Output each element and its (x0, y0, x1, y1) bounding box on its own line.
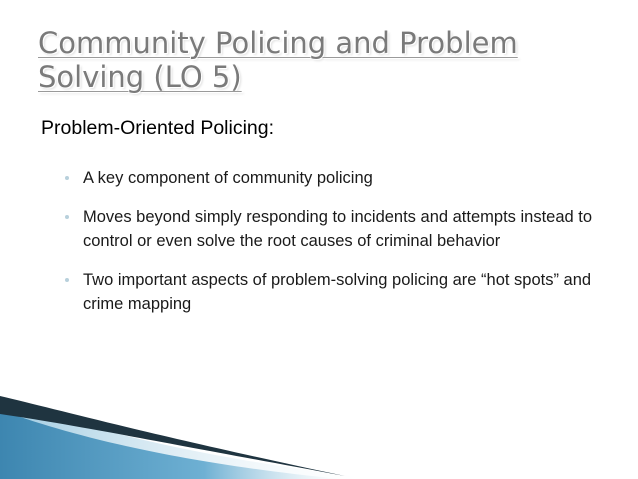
bullet-item (65, 205, 605, 254)
bullet-marker-icon (65, 215, 69, 219)
slide-title (38, 26, 558, 94)
decorative-swoosh (0, 380, 360, 479)
section-heading: Problem-Oriented Policing: (41, 117, 275, 139)
slide-title-line-1: Community Policing and Problem (38, 26, 518, 60)
bullet-text: Moves beyond simply responding to incidents and attempts instead to control or even solve the root causes of criminal behavior (83, 207, 593, 250)
bullet-marker-icon (65, 176, 69, 180)
bullet-text: A key component of community policing (83, 169, 373, 187)
slide-title-line-2: Solving (LO 5) (38, 60, 242, 94)
bullet-marker-icon (65, 278, 69, 282)
bullet-list (65, 166, 605, 331)
bullet-item (65, 166, 605, 191)
bullet-item (65, 268, 605, 317)
bullet-text: Two important aspects of problem-solving policing are “hot spots” and crime mapping (83, 270, 592, 313)
